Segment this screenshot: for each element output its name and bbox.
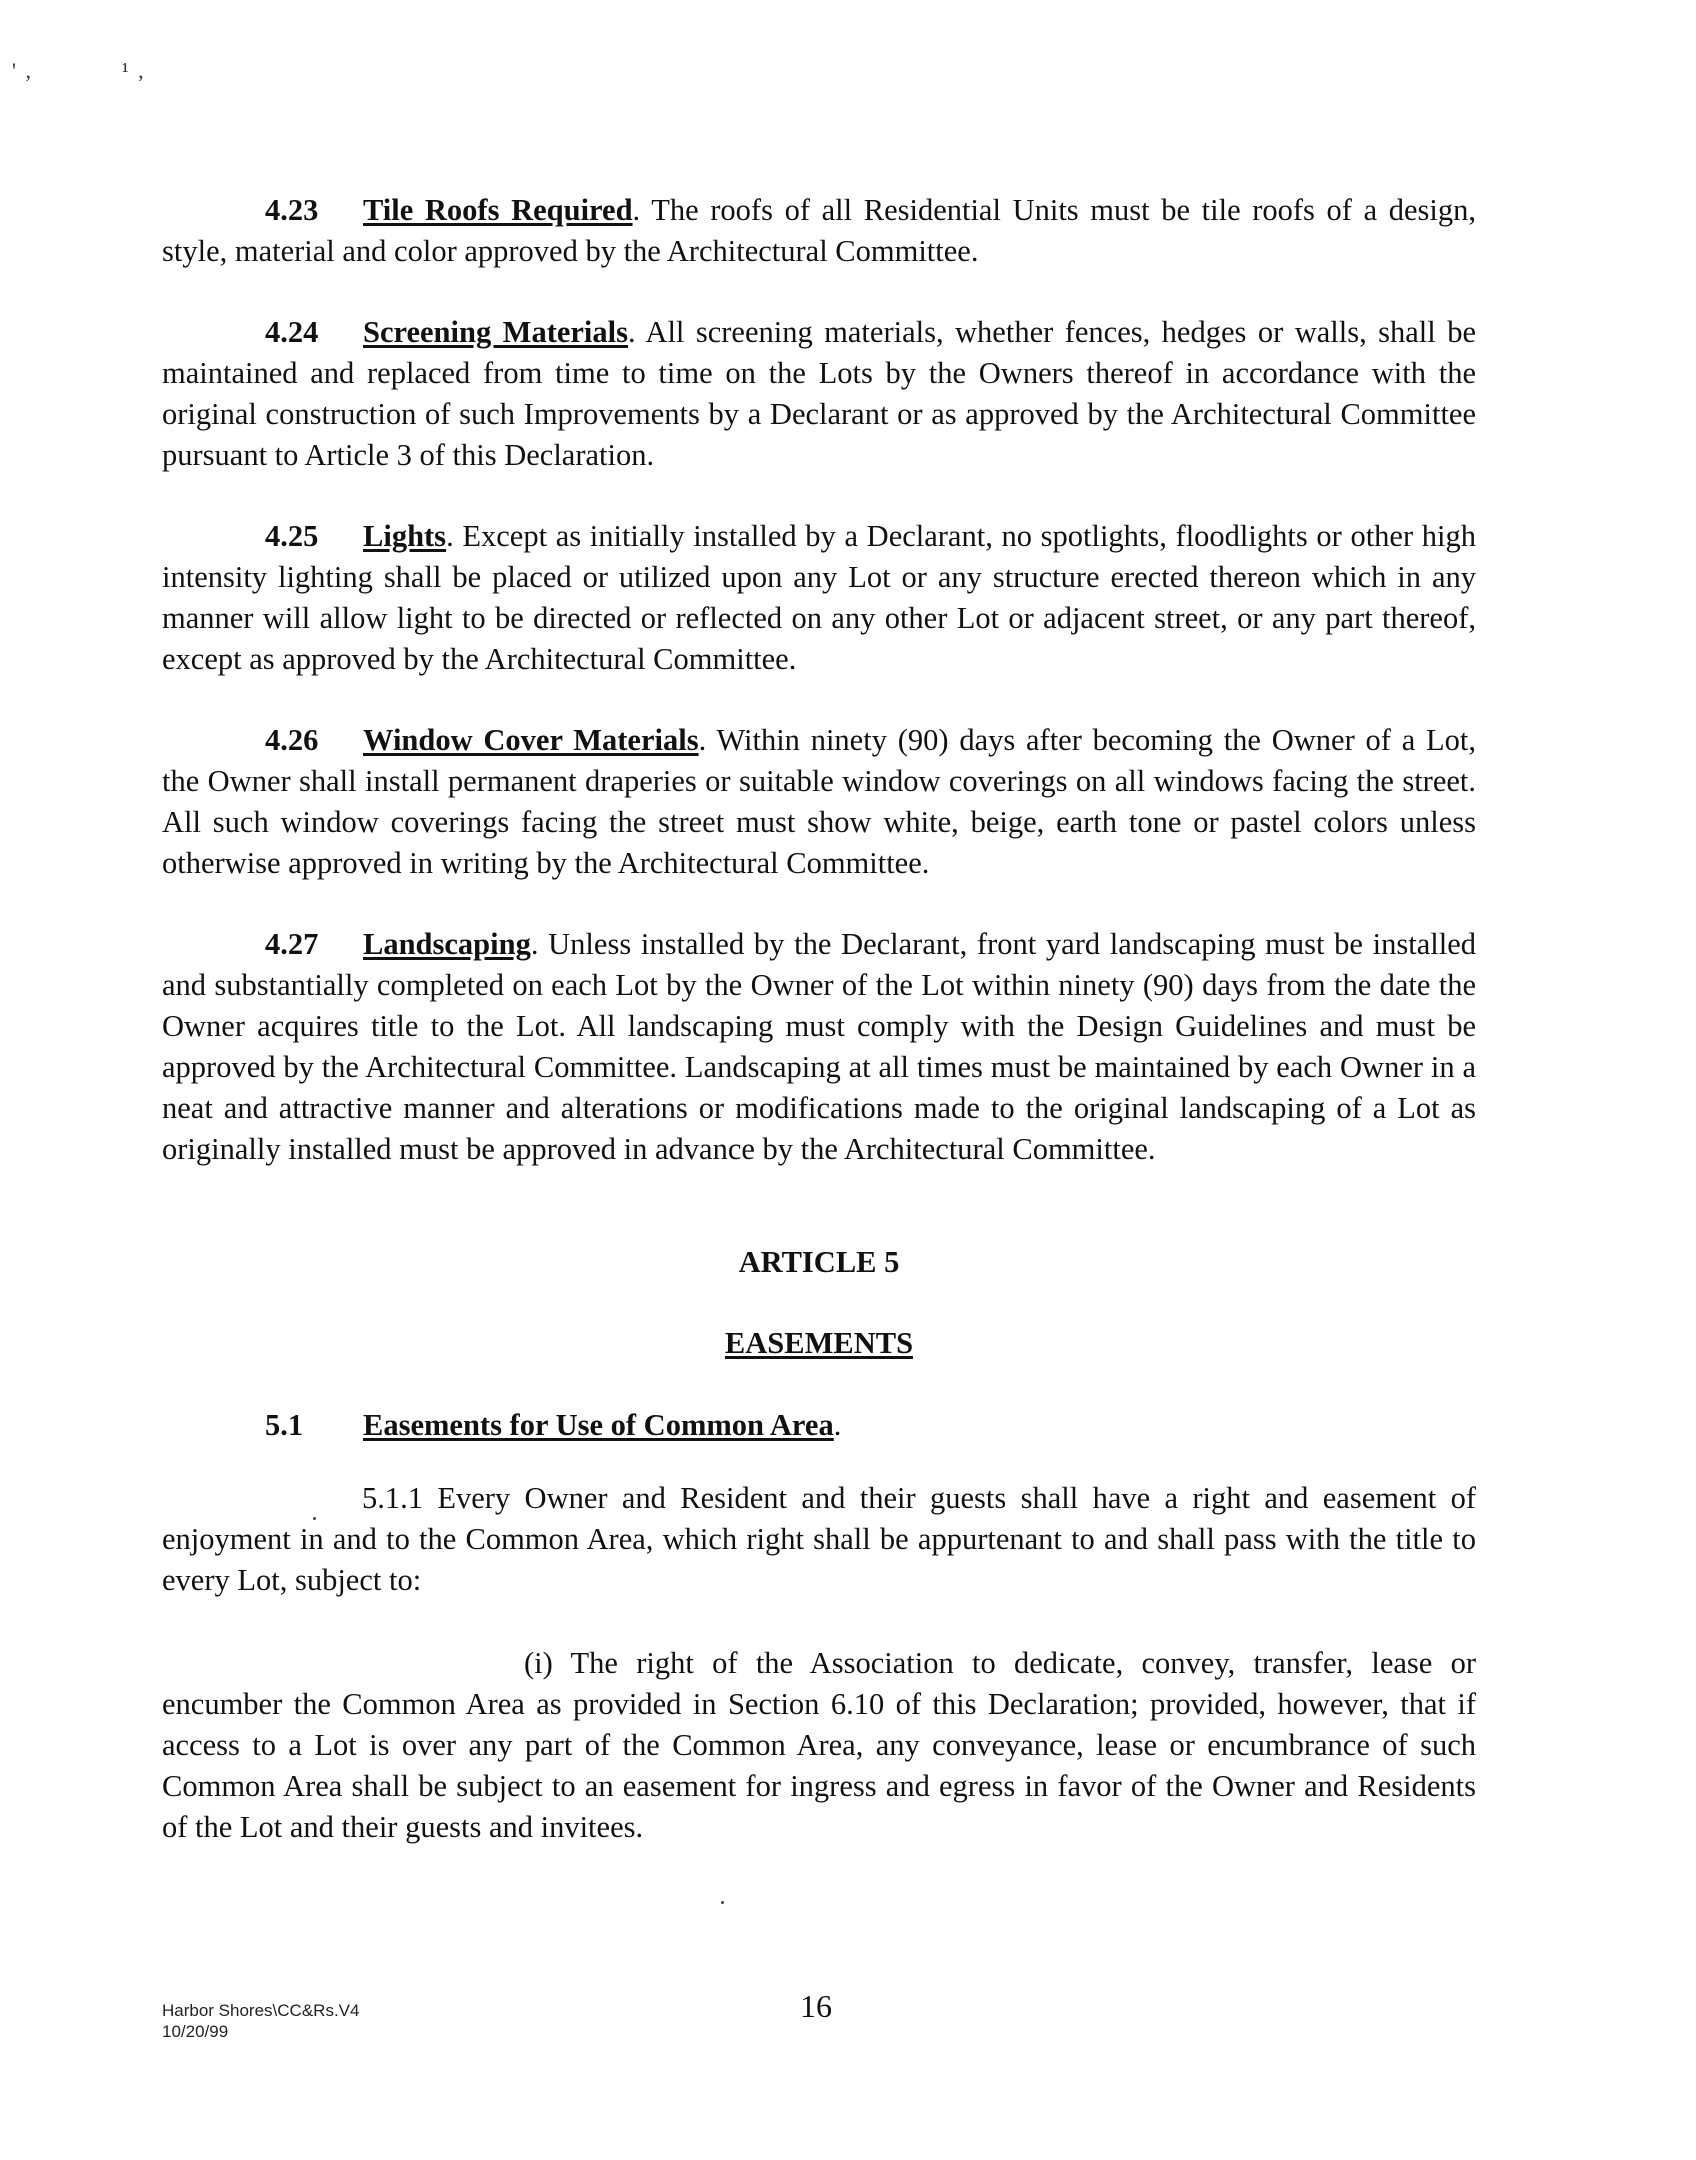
article-heading: ARTICLE 5 [738,1245,900,1279]
subsection-number: 5.1 [265,1408,304,1442]
section-title: Tile Roofs Required [363,193,633,227]
scan-mark: ' , [12,58,33,83]
section-number: 4.24 [265,315,319,349]
subsection-5-1: 5.1 Easements for Use of Common Area. [162,1405,1476,1446]
section-text: Within ninety (90) days after becoming the Owner of a Lot, the Owner shall install permanent draperies or suitable window coverings on all windows facing the street. All such window coverings facing the street must show white, beige, earth tone or pastel colors unless otherwise approved in writing by the Architectural Committee. [162,723,1476,880]
paragraph-5-1-1: 5.1.1 Every Owner and Resident and their guests shall have a right and easement of enjoyment in and to the Common Area, which right shall be appurtenant to and shall pass with the title to every Lot, subject to: [162,1481,1476,1597]
section-4-24: 4.24 Screening Materials. All screening materials, whether fences, hedges or walls, shall be maintained and replaced from time to time on the Lots by the Owners thereof in accordance with the original construction of such Improvements by a Declarant or as approved by the Architectural Committee pursuant to Article 3 of this Declaration. [162,312,1476,476]
section-title: Landscaping [363,927,531,961]
paragraph-i: (i) The right of the Association to dedicate, convey, transfer, lease or encumber the Common Area as provided in Section 6.10 of this Declaration; provided, however, that if access to a Lot is over any part of the Common Area, any conveyance, lease or encumbrance of such Common Area shall be subject to an easement for ingress and egress in favor of the Owner and Residents of the Lot and their guests and invitees. [162,1646,1476,1844]
section-4-27: 4.27 Landscaping. Unless installed by the Declarant, front yard landscaping must be installed and substantially completed on each Lot by the Owner of the Lot within ninety (90) days from the date the Owner acquires title to the Lot. All landscaping must comply with the Design Guidelines and must be approved by the Architectural Committee. Landscaping at all times must be maintained by each Owner in a neat and attractive manner and alterations or modifications made to the original landscaping of a Lot as originally installed must be approved in advance by the Architectural Committee. [162,924,1476,1170]
scan-speck [313,1517,316,1520]
document-body [162,190,1476,1848]
article-title: EASEMENTS [724,1326,914,1360]
section-4-26: 4.26 Window Cover Materials. Within ninety (90) days after becoming the Owner of a Lot, the Owner shall install permanent draperies or suitable window coverings on all windows facing the street. All such window coverings facing the street must show white, beige, earth tone or pastel colors unless otherwise approved in writing by the Architectural Committee. [162,720,1476,884]
section-title: Screening Materials [363,315,629,349]
section-text: The roofs of all Residential Units must be tile roofs of a design, style, material and color approved by the Architectural Committee. [162,193,1476,268]
section-text: All screening materials, whether fences, hedges or walls, shall be maintained and replaced from time to time on the Lots by the Owners thereof in accordance with the original construction of such Improvements by a Declarant or as approved by the Architectural Committee pursuant to Article 3 of this Declaration. [162,315,1477,472]
section-4-25: 4.25 Lights. Except as initially installed by a Declarant, no spotlights, floodlights or other high intensity lighting shall be placed or utilized upon any Lot or any structure erected thereon which in any manner will allow light to be directed or reflected on any other Lot or adjacent street, or any part thereof, except as approved by the Architectural Committee. [162,516,1476,680]
footer-file-info [162,2000,359,2042]
scan-mark: ¹ , [122,58,146,83]
section-title: Window Cover Materials [363,723,699,757]
section-number: 4.25 [265,519,319,553]
scan-speck [721,1901,724,1904]
footer-file-path: Harbor Shores\CC&Rs.V4 [162,2001,360,2020]
page-number: 16 [800,1988,832,2024]
subsection-title: Easements for Use of Common Area [363,1408,834,1442]
section-text: Except as initially installed by a Declarant, no spotlights, floodlights or other high intensity lighting shall be placed or utilized upon any Lot or any structure erected thereon which in any manner will allow light to be directed or reflected on any other Lot or adjacent street, or any part thereof, except as approved by the Architectural Committee. [162,519,1477,676]
section-text: Unless installed by the Declarant, front yard landscaping must be installed and substantially completed on each Lot by the Owner of the Lot within ninety (90) days from the date the Owner acquires title to the Lot. All landscaping must comply with the Design Guidelines and must be approved by the Architectural Committee. Landscaping at all times must be maintained by each Owner in a neat and attractive manner and alterations or modifications made to the original landscaping of a Lot as originally installed must be approved in advance by the Architectural Committee. [162,927,1477,1166]
footer-date: 10/20/99 [162,2022,229,2041]
section-number: 4.27 [265,927,319,961]
section-title: Lights [363,519,447,553]
section-4-23: 4.23 Tile Roofs Required. The roofs of all Residential Units must be tile roofs of a design, style, material and color approved by the Architectural Committee. [162,190,1476,272]
section-number: 4.23 [265,193,319,227]
section-number: 4.26 [265,723,319,757]
